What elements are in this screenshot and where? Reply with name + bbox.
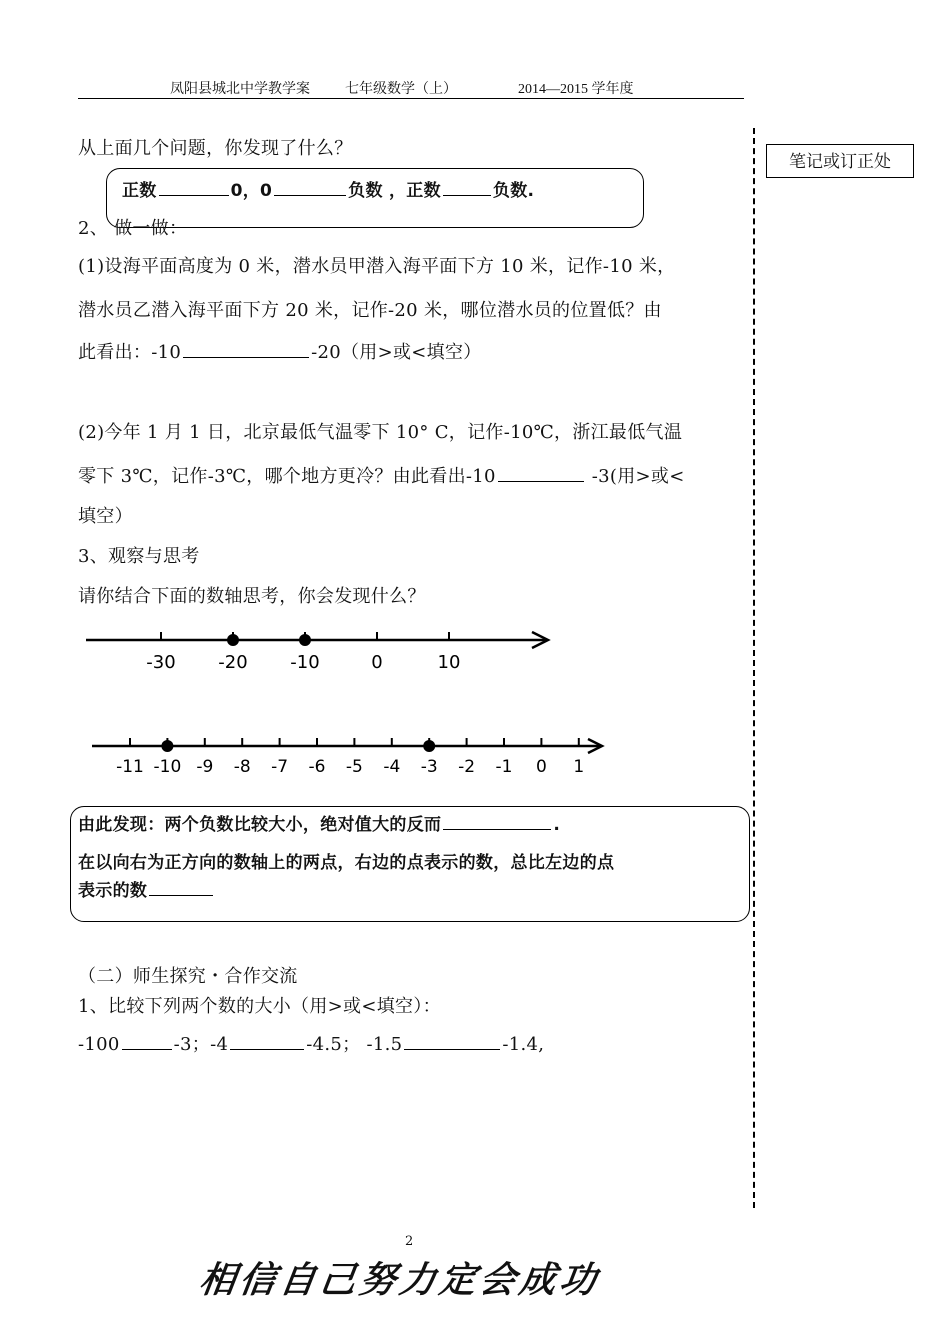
- axis2-tick-label: -6: [308, 757, 326, 777]
- notes-divider: [753, 128, 755, 1208]
- section-3-title: 3、观察与思考: [78, 546, 200, 567]
- blank-10[interactable]: [404, 1031, 500, 1050]
- problem-2-line-3: 填空）: [78, 506, 133, 527]
- axis2-point: [423, 740, 435, 752]
- axis2-tick-label: -2: [458, 757, 476, 777]
- axis2-tick-label: -11: [116, 757, 144, 777]
- blank-1[interactable]: [159, 178, 229, 196]
- box2-line-3: 表示的数: [78, 876, 215, 901]
- axis2-tick-label: -8: [233, 757, 251, 777]
- section-3-question: 请你结合下面的数轴思考，你会发现什么？: [78, 586, 426, 607]
- blank-5[interactable]: [498, 463, 584, 482]
- section-b-q1: 1、比较下列两个数的大小（用>或<填空）：: [78, 996, 441, 1017]
- axis2-tick-label: -5: [345, 757, 363, 777]
- intro-question: 从上面几个问题，你发现了什么？: [78, 138, 353, 159]
- blank-7[interactable]: [149, 878, 213, 896]
- notes-label: 笔记或订正处: [766, 144, 914, 178]
- number-line-2: [86, 732, 616, 780]
- axis1-tick-label: 0: [371, 652, 383, 673]
- blank-9[interactable]: [230, 1031, 304, 1050]
- axis2-tick-label: -10: [153, 757, 182, 777]
- axis1-point: [299, 634, 311, 646]
- section-b-q1-items: -100 -3；-4 -4.5； -1.5 -1.4,: [78, 1030, 544, 1056]
- blank-8[interactable]: [122, 1031, 172, 1050]
- axis1-point: [227, 634, 239, 646]
- blank-6[interactable]: [443, 812, 551, 830]
- axis2-tick-label: -4: [383, 757, 401, 777]
- axis1-tick-label: -30: [146, 652, 176, 673]
- box2-line-2: 在以向右为正方向的数轴上的两点，右边的点表示的数，总比左边的点: [78, 853, 615, 873]
- problem-2-line-2: 零下 3℃，记作-3℃，哪个地方更冷？由此看出-10 -3(用>或<: [78, 462, 685, 488]
- box2-line-1: 由此发现：两个负数比较大小，绝对值大的反而 .: [78, 810, 560, 835]
- motto-calligraphy: 相信自己努力定会成功: [196, 1259, 603, 1301]
- axis2-tick-label: 1: [573, 757, 585, 777]
- page-number: 2: [405, 1234, 414, 1249]
- blank-3[interactable]: [443, 178, 491, 196]
- header-year: 2014—2015 学年度: [518, 82, 634, 97]
- axis2-tick-label: -3: [420, 757, 438, 777]
- header-school: 凤阳县城北中学教学案: [170, 82, 310, 97]
- blank-2[interactable]: [274, 178, 346, 196]
- page-header: [78, 76, 744, 99]
- axis1-tick-label: 10: [437, 652, 461, 673]
- blank-4[interactable]: [183, 339, 309, 358]
- section-b-title: （二）师生探究・合作交流: [78, 966, 298, 987]
- axis2-point: [161, 740, 173, 752]
- header-course: 七年级数学（上）: [345, 82, 457, 97]
- problem-1-line-1: (1)设海平面高度为 0 米，潜水员甲潜入海平面下方 10 米，记作-10 米，: [78, 256, 676, 277]
- problem-1-line-3: 此看出：-10 -20（用>或<填空）: [78, 338, 482, 364]
- axis2-tick-label: -1: [495, 757, 513, 777]
- number-line-1: [80, 626, 560, 680]
- axis1-tick-label: -20: [218, 652, 248, 673]
- problem-2-line-1: (2)今年 1 月 1 日，北京最低气温零下 10° C，记作-10℃，浙江最低气温: [78, 422, 683, 443]
- axis1-tick-label: -10: [290, 652, 320, 673]
- box1-text: 正数 0，0 负数 ，正数 负数.: [122, 176, 534, 201]
- section-2-title: 2、 做一做：: [78, 218, 188, 239]
- axis2-tick-label: 0: [535, 757, 547, 777]
- axis2-tick-label: -9: [196, 757, 214, 777]
- axis2-tick-label: -7: [271, 757, 289, 777]
- problem-1-line-2: 潜水员乙潜入海平面下方 20 米，记作-20 米，哪位潜水员的位置低？由: [78, 300, 662, 321]
